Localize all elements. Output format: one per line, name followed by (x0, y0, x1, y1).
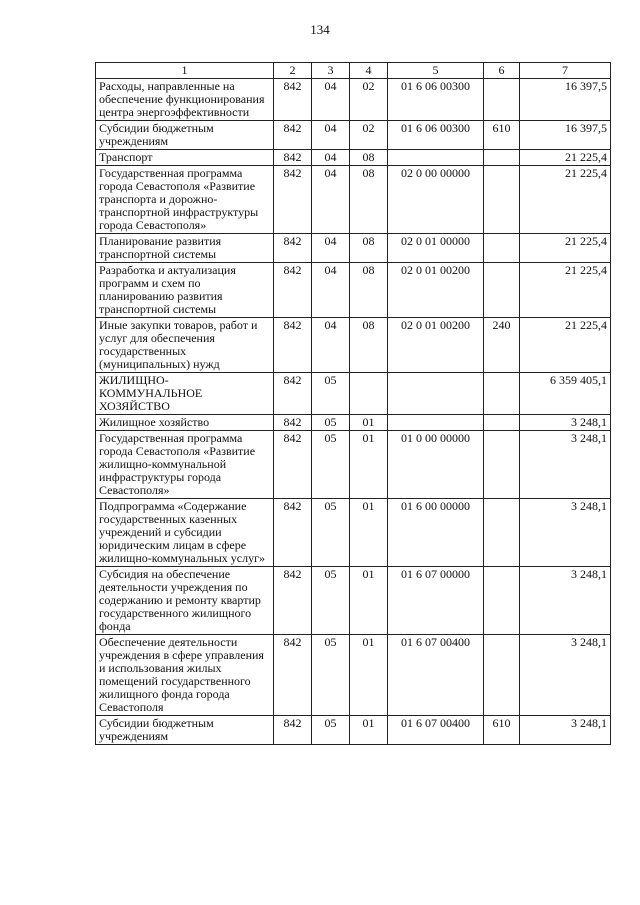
row-amount: 21 225,4 (520, 150, 611, 166)
row-name: Разработка и актуализация программ и схем по планированию развития транспортной системы (96, 263, 274, 318)
row-name: Расходы, направленные на обеспечение функционирования центра энергоэффективности (96, 79, 274, 121)
row-subsection-code: 08 (350, 318, 388, 373)
row-section-code: 04 (312, 150, 350, 166)
row-amount: 21 225,4 (520, 318, 611, 373)
row-section-code: 04 (312, 166, 350, 234)
row-amount: 21 225,4 (520, 234, 611, 263)
row-ministry-code: 842 (274, 716, 312, 745)
row-ministry-code: 842 (274, 121, 312, 150)
row-ministry-code: 842 (274, 166, 312, 234)
row-expense-type (484, 79, 520, 121)
row-name: Субсидия на обеспечение деятельности учреждения по содержанию и ремонту квартир государственного жилищного фонда (96, 567, 274, 635)
row-name: Государственная программа города Севастополя «Развитие транспорта и дорожно-транспортной инфраструктуры города Севастополя» (96, 166, 274, 234)
row-amount: 21 225,4 (520, 166, 611, 234)
row-subsection-code: 01 (350, 499, 388, 567)
row-name: Субсидии бюджетным учреждениям (96, 716, 274, 745)
col-header: 6 (484, 63, 520, 79)
row-target-code: 01 6 06 00300 (388, 79, 484, 121)
table-row (96, 567, 611, 635)
row-subsection-code: 02 (350, 121, 388, 150)
row-section-code: 04 (312, 121, 350, 150)
table-row (96, 635, 611, 716)
table-row (96, 431, 611, 499)
row-subsection-code: 01 (350, 635, 388, 716)
table-row (96, 499, 611, 567)
row-target-code (388, 415, 484, 431)
row-expense-type (484, 567, 520, 635)
row-subsection-code (350, 373, 388, 415)
row-ministry-code: 842 (274, 234, 312, 263)
row-section-code: 05 (312, 431, 350, 499)
row-amount: 16 397,5 (520, 79, 611, 121)
table-row (96, 415, 611, 431)
row-subsection-code: 08 (350, 150, 388, 166)
row-amount: 21 225,4 (520, 263, 611, 318)
row-target-code: 02 0 01 00200 (388, 263, 484, 318)
table-row (96, 373, 611, 415)
row-expense-type (484, 166, 520, 234)
row-section-code: 05 (312, 716, 350, 745)
row-ministry-code: 842 (274, 567, 312, 635)
row-target-code: 01 6 00 00000 (388, 499, 484, 567)
row-name: Жилищное хозяйство (96, 415, 274, 431)
row-section-code: 05 (312, 499, 350, 567)
row-expense-type (484, 499, 520, 567)
row-name: Планирование развития транспортной системы (96, 234, 274, 263)
row-ministry-code: 842 (274, 635, 312, 716)
row-ministry-code: 842 (274, 499, 312, 567)
row-amount: 3 248,1 (520, 415, 611, 431)
row-target-code: 02 0 00 00000 (388, 166, 484, 234)
row-name: Субсидии бюджетным учреждениям (96, 121, 274, 150)
row-section-code: 04 (312, 234, 350, 263)
row-amount: 3 248,1 (520, 431, 611, 499)
row-target-code: 01 6 06 00300 (388, 121, 484, 150)
row-section-code: 04 (312, 263, 350, 318)
row-expense-type (484, 373, 520, 415)
row-amount: 6 359 405,1 (520, 373, 611, 415)
row-ministry-code: 842 (274, 415, 312, 431)
row-target-code: 01 6 07 00000 (388, 567, 484, 635)
row-expense-type (484, 431, 520, 499)
row-target-code: 02 0 01 00200 (388, 318, 484, 373)
table-row (96, 150, 611, 166)
row-name: Транспорт (96, 150, 274, 166)
row-ministry-code: 842 (274, 79, 312, 121)
row-amount: 3 248,1 (520, 567, 611, 635)
row-section-code: 05 (312, 373, 350, 415)
row-expense-type: 240 (484, 318, 520, 373)
row-section-code: 04 (312, 79, 350, 121)
row-subsection-code: 01 (350, 431, 388, 499)
row-target-code: 01 6 07 00400 (388, 716, 484, 745)
row-target-code: 01 6 07 00400 (388, 635, 484, 716)
table-row (96, 79, 611, 121)
row-subsection-code: 01 (350, 567, 388, 635)
row-ministry-code: 842 (274, 373, 312, 415)
row-ministry-code: 842 (274, 318, 312, 373)
budget-table (95, 62, 611, 745)
col-header: 7 (520, 63, 611, 79)
page-number: 134 (310, 22, 330, 37)
row-target-code: 02 0 01 00000 (388, 234, 484, 263)
row-amount: 16 397,5 (520, 121, 611, 150)
row-expense-type: 610 (484, 716, 520, 745)
row-expense-type (484, 150, 520, 166)
row-expense-type: 610 (484, 121, 520, 150)
row-target-code (388, 373, 484, 415)
col-header: 4 (350, 63, 388, 79)
row-name: Иные закупки товаров, работ и услуг для обеспечения государственных (муниципальных) нужд (96, 318, 274, 373)
row-expense-type (484, 415, 520, 431)
row-subsection-code: 02 (350, 79, 388, 121)
row-target-code (388, 150, 484, 166)
row-ministry-code: 842 (274, 263, 312, 318)
table-row (96, 166, 611, 234)
row-name: Обеспечение деятельности учреждения в сфере управления и использования жилых помещений государственного жилищного фонда города Севастополя (96, 635, 274, 716)
table-row (96, 318, 611, 373)
row-name: Подпрограмма «Содержание государственных казенных учреждений и субсидии юридическим лицам в сфере жилищно-коммунальных услуг» (96, 499, 274, 567)
row-section-code: 05 (312, 415, 350, 431)
row-subsection-code: 08 (350, 166, 388, 234)
table-row (96, 716, 611, 745)
row-name: ЖИЛИЩНО-КОММУНАЛЬНОЕ ХОЗЯЙСТВО (96, 373, 274, 415)
header-row (96, 63, 611, 79)
row-ministry-code: 842 (274, 150, 312, 166)
row-amount: 3 248,1 (520, 499, 611, 567)
row-section-code: 05 (312, 567, 350, 635)
table-row (96, 121, 611, 150)
col-header: 2 (274, 63, 312, 79)
row-section-code: 05 (312, 635, 350, 716)
row-expense-type (484, 263, 520, 318)
row-target-code: 01 0 00 00000 (388, 431, 484, 499)
table-row (96, 263, 611, 318)
row-section-code: 04 (312, 318, 350, 373)
col-header: 3 (312, 63, 350, 79)
row-subsection-code: 01 (350, 415, 388, 431)
row-expense-type (484, 234, 520, 263)
row-ministry-code: 842 (274, 431, 312, 499)
row-amount: 3 248,1 (520, 716, 611, 745)
row-name: Государственная программа города Севастополя «Развитие жилищно-коммунальной инфраструктуры города Севастополя» (96, 431, 274, 499)
row-subsection-code: 08 (350, 234, 388, 263)
row-subsection-code: 08 (350, 263, 388, 318)
col-header: 5 (388, 63, 484, 79)
table-row (96, 234, 611, 263)
row-amount: 3 248,1 (520, 635, 611, 716)
row-expense-type (484, 635, 520, 716)
row-subsection-code: 01 (350, 716, 388, 745)
col-header: 1 (96, 63, 274, 79)
